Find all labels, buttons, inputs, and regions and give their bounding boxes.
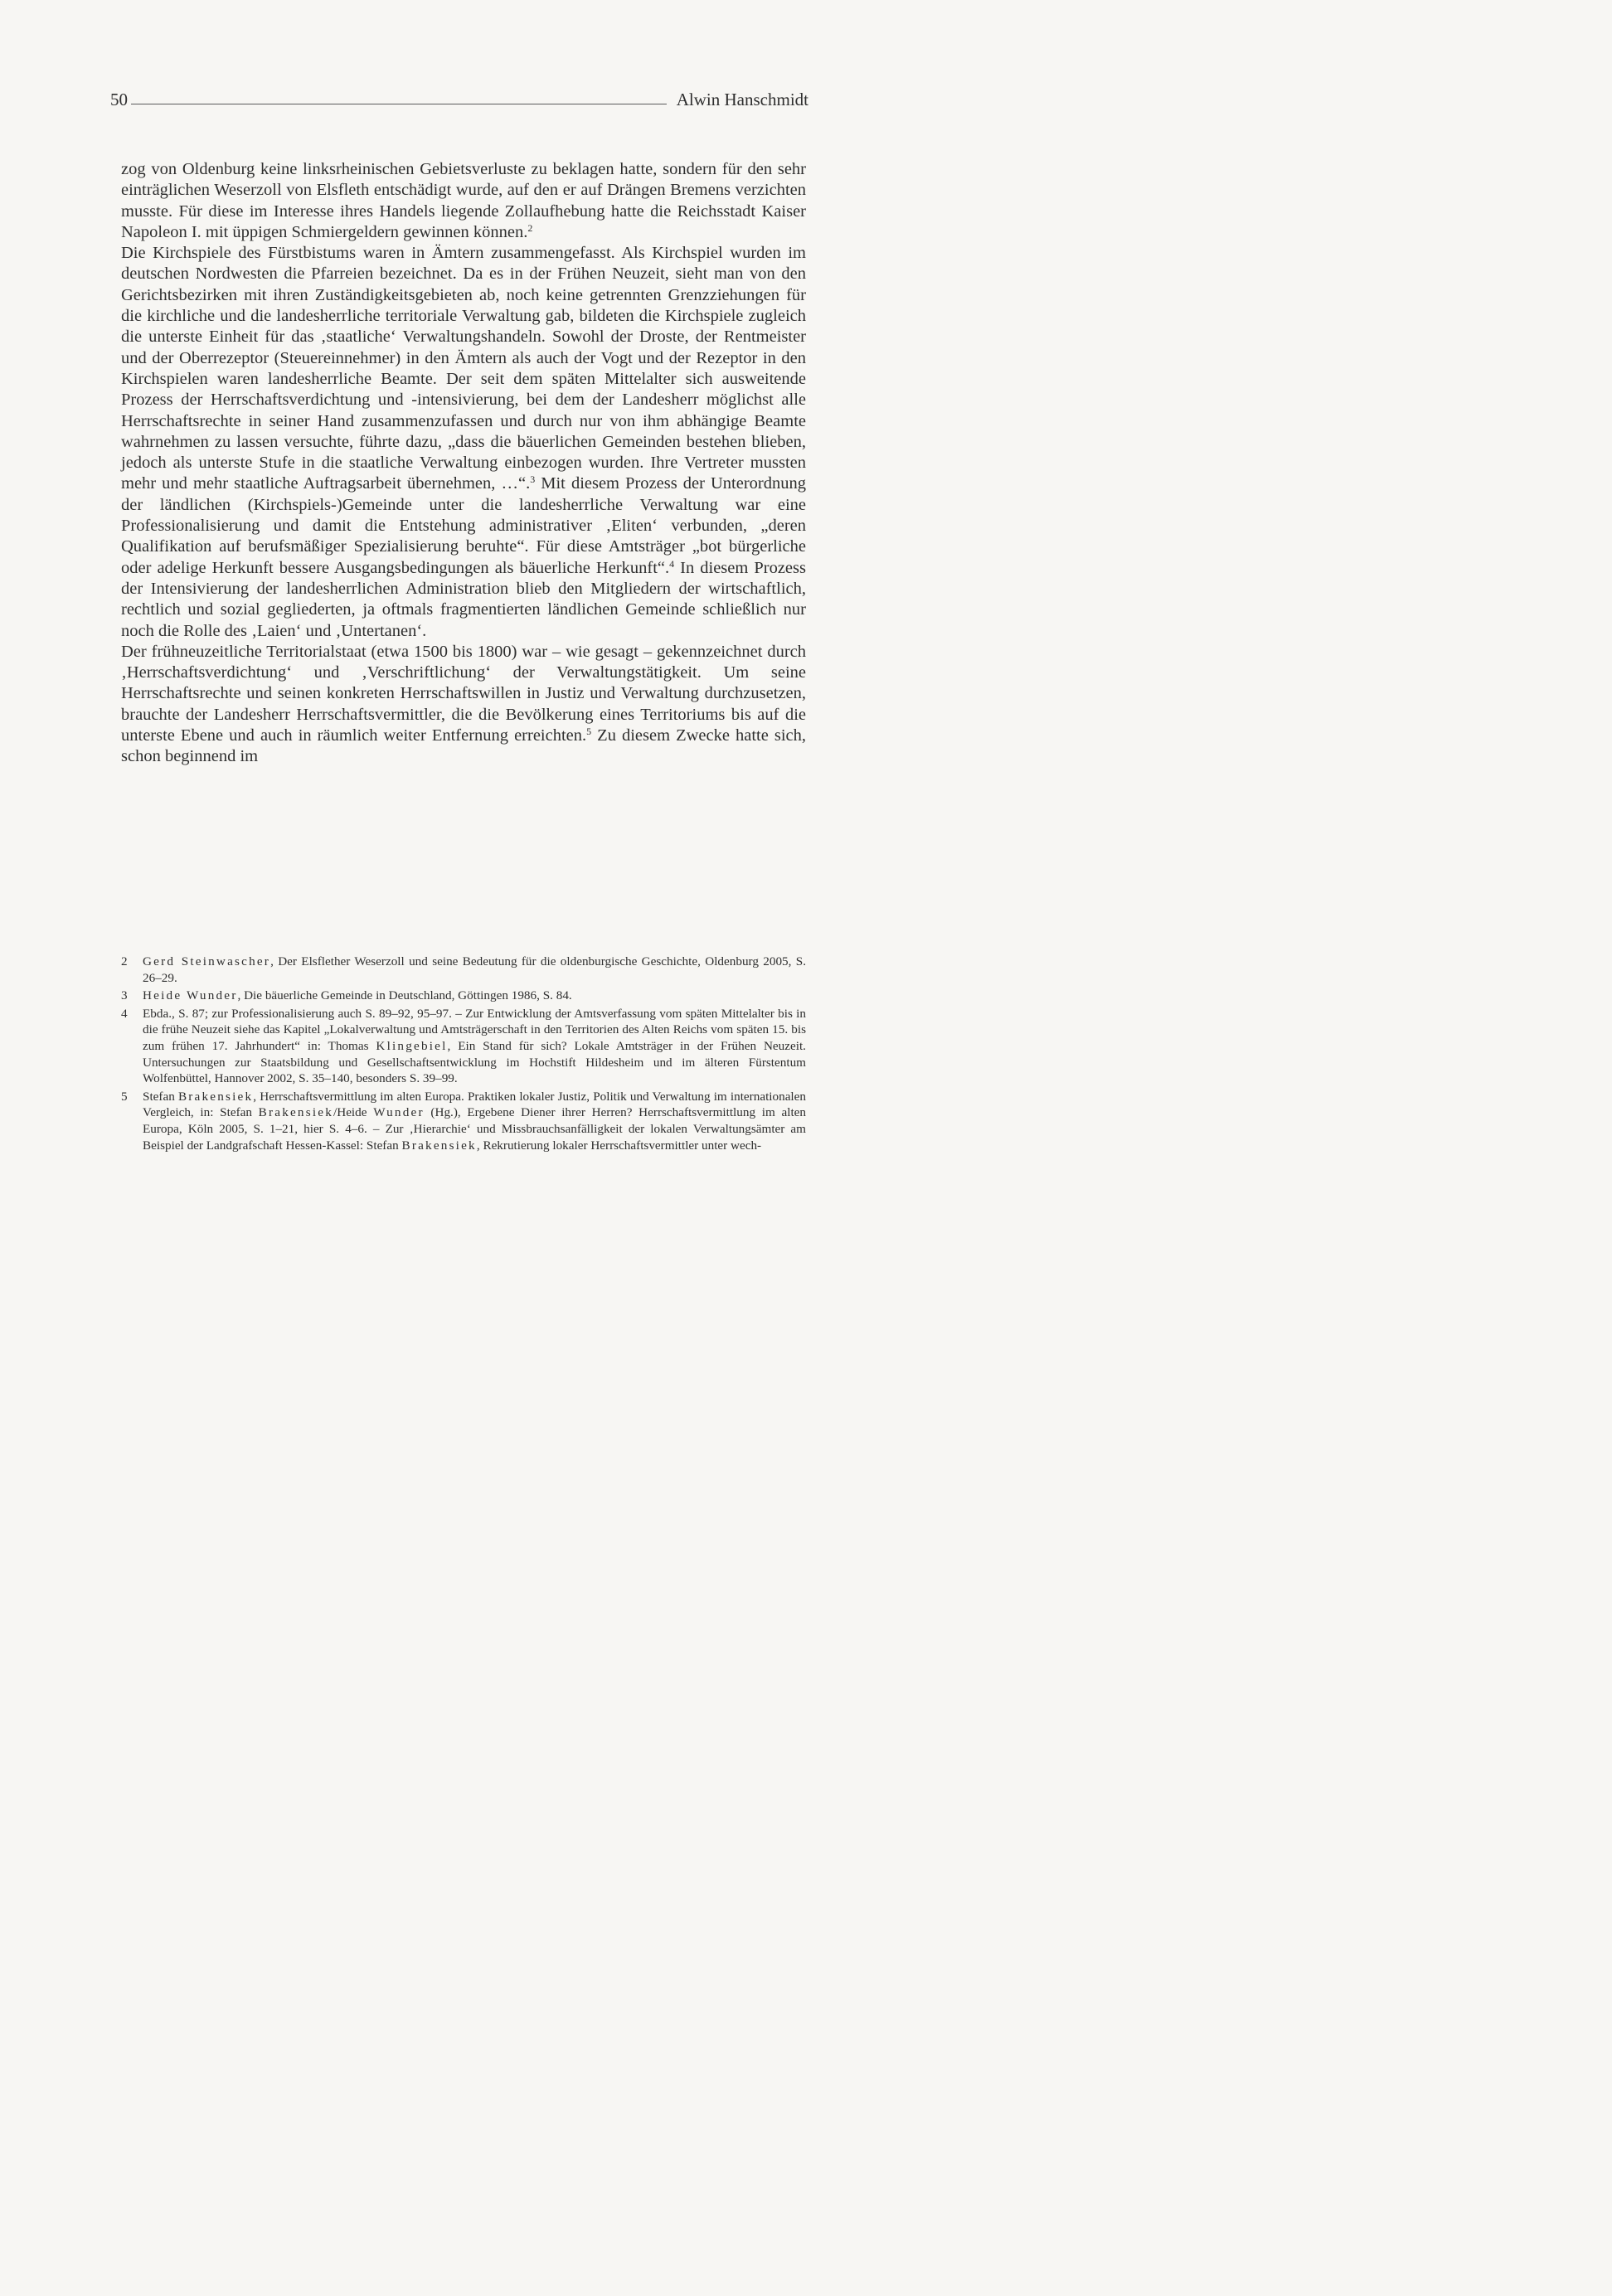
author-name: Gerd Steinwascher [143,954,271,968]
paragraph-1 [121,159,806,243]
footnote-4 [121,1006,806,1087]
footnote-number: 3 [121,988,128,1003]
text-run: , Ein Stand für sich? Lokale Amtsträger in der Frühen Neuzeit. Untersuchungen zur Staatsbildung und Gesellschaftsentwicklung im Hochstift Hildesheim und im älteren Fürstentum Wolfenbüttel, Hannover 2002, S. 35–140, besonders S. 39–99. [143,1038,806,1086]
text-run: , Herrschaftsvermittlung im alten Europa. Praktiken lokaler Justiz, Politik und Verwaltung im internationalen Vergleich, in: Stefan [143,1089,806,1120]
text-run: In diesem Prozess der Intensivierung der landesherrlichen Administration blieb den Mitgliedern der wirtschaftlich, rechtlich und sozial gegliederten, ja oftmals fragmentierten ländlichen Gemeinde schließlich nur noch die Rolle des ‚Laien‘ und ‚Untertanen‘. [121,558,806,640]
author-name: Brakensiek [401,1138,477,1153]
footnote-text [143,954,806,986]
text-run: , Die bäuerliche Gemeinde in Deutschland, Göttingen 1986, S. 84. [237,988,572,1003]
author-name: Brakensiek [177,1089,254,1104]
footnote-number: 5 [121,1089,128,1104]
text-run: zog von Oldenburg keine linksrheinischen Gebietsverluste zu beklagen hatte, sondern für den sehr einträglichen Weserzoll von Elsfleth entschädigt wurde, auf den er auf Drängen Bremens verzichten musste. Für diese im Interesse ihres Handels liegende Zollaufhebung hatte die Reichsstadt Kaiser Napoleon I. mit üppigen Schmiergeldern gewinnen können. [121,160,806,241]
text-run: /Heide [333,1105,374,1120]
author-name: Klingebiel [376,1038,448,1053]
text-run: Die Kirchspiele des Fürstbistums waren in Ämtern zusammengefasst. Als Kirchspiel wurden im deutschen Nordwesten die Pfarreien bezeichnet. Da es in der Frühen Neuzeit, sieht man von den Gerichtsbezirken mit ihren Zuständigkeitsgebieten ab, noch keine getrennten Grenzziehungen für die kirchliche und die landesherrliche territoriale Verwaltung gab, bildeten die Kirchspiele zugleich die unterste Einheit für das ‚staatliche‘ Verwaltungshandeln. Sowohl der Droste, der Rentmeister und der Oberrezeptor (Steuereinnehmer) in den Ämtern als auch der Vogt und der Rezeptor in den Kirchspielen waren landesherrliche Beamte. Der seit dem späten Mittelalter sich ausweitende Prozess der Herrschaftsverdichtung und -intensivierung, bei dem der Landesherr möglichst alle Herrschaftsrechte in seiner Hand zusammenzufassen und durch nur von ihm abhängige Beamte wahrnehmen zu lassen versuchte, führte dazu, „dass die bäuerlichen Gemeinden bestehen blieben, jedoch als unterste Stufe in die staatliche Verwaltung einbezogen wurden. Ihre Vertreter mussten mehr und mehr staatliche Auftragsarbeit übernehmen, …“. [121,244,806,493]
footnote-5 [121,1089,806,1153]
footnote-ref-3: 3 [530,473,536,486]
author-name: Heide Wunder [143,988,238,1003]
text-run: Mit diesem Prozess der Unterordnung der ländlichen (Kirchspiels-)Gemeinde unter die landesherrliche Verwaltung war eine Professionalisierung und damit die Entstehung administrativer ‚Eliten‘ verbunden, „deren Qualifikation auf berufsmäßiger Spezialisierung beruhte“. Für diese Amtsträger „bot bürgerliche oder adelige Herkunft bessere Ausgangsbedingungen als bäuerliche Herkunft“. [121,474,806,577]
text-run: , Rekrutierung lokaler Herrschaftsvermittler unter wech- [476,1138,762,1153]
footnote-text [143,1089,806,1153]
text-run: Ebda., S. 87; zur Professionalisierung auch S. 89–92, 95–97. – Zur Entwicklung der Amtsverfassung vom späten Mittelalter bis in die frühe Neuzeit siehe das Kapitel „Lokalverwaltung und Amtsträgerschaft in den Territorien des Alten Reichs vom späten 15. bis zum frühen 17. Jahrhundert“ in: Thomas [143,1006,806,1053]
footnote-text [143,988,806,1004]
text-run: (Hg.), Ergebene Diener ihrer Herren? Herrschaftsvermittlung im alten Europa, Köln 2005, S. 1–21, hier S. 4–6. – Zur ‚Hierarchie‘ und Missbrauchsanfälligkeit der lokalen Verwaltungsämter am Beispiel der Landgrafschaft Hessen-Kassel: Stefan [143,1105,807,1153]
paragraph-3 [121,642,806,768]
text-run: , Der Elsflether Weserzoll und seine Bedeutung für die oldenburgische Geschichte, Oldenburg 2005, S. 26–29. [143,954,807,985]
running-head-author: Alwin Hanschmidt [676,90,808,109]
footnote-2 [121,954,806,986]
footnote-number: 4 [121,1006,128,1021]
footnote-3 [121,988,806,1004]
body-text [121,159,806,768]
text-run: Stefan [143,1089,178,1104]
footnotes [121,954,806,1155]
footnote-ref-4: 4 [669,557,675,570]
author-name: Brakensiek [258,1105,333,1120]
text-run: Zu diesem Zwecke hatte sich, schon beginnend im [121,726,807,766]
footnote-text [143,1006,806,1087]
footnote-ref-5: 5 [586,726,592,738]
paragraph-2 [121,243,806,642]
author-name: Wunder [373,1105,425,1120]
footnote-ref-2: 2 [527,221,533,234]
footnote-number: 2 [121,954,128,968]
text-run: Der frühneuzeitliche Territorialstaat (etwa 1500 bis 1800) war – wie gesagt – gekennzeichnet durch ‚Herrschaftsverdichtung‘ und ‚Verschriftlichung‘ der Verwaltungstätigkeit. Um seine Herrschaftsrechte und seinen konkreten Herrschaftswillen in Justiz und Verwaltung durchzusetzen, brauchte der Landesherr Herrschaftsvermittler, die die Bevölkerung eines Territoriums bis auf die unterste Ebene und auch in räumlich weiter Entfernung erreichten. [121,642,806,745]
running-header [110,90,808,109]
page-number: 50 [110,90,128,109]
